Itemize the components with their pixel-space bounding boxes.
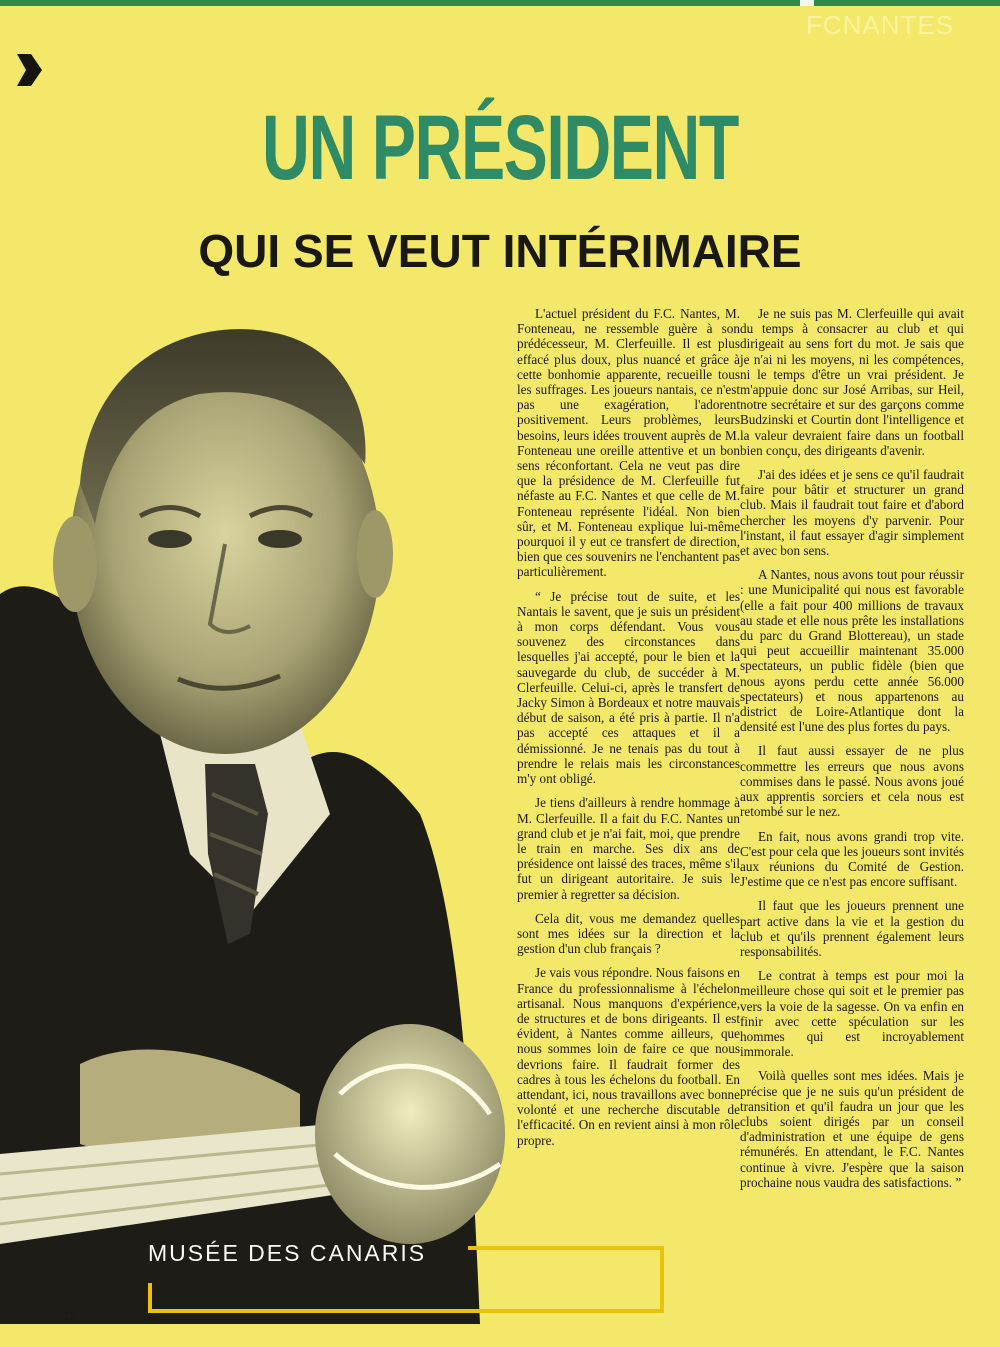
paragraph: L'actuel président du F.C. Nantes, M. Fonteneau, ne ressemble guère à son prédécesseur, M. Clerfeuille. Il est plus effacé plus doux, plus nuancé et grâce à cette bonhomie apparente, recueille tous les suffrages. Les joueurs nantais, ce n'est pas une exagération, l'adorent positivement. Leurs problèmes, leurs besoins, leurs idées trouvent auprès de M. Fonteneau une oreille attentive et un bon sens réconfortant. Cela ne veut pas dire que la présidence de M. Clerfeuille fut néfaste au F.C. Nantes et que celle de M. Fonteneau représente l'idéal. Non bien sûr, et M. Fonteneau explique lui-même pourquoi il y eut ce transfert de direction, bien que ces souvenirs ne l'enchantent pas particulièrement. [517, 306, 740, 580]
brand-stripe [800, 0, 1000, 6]
paragraph: Voilà quelles sont mes idées. Mais je précise que je ne suis qu'un président de transition et qu'il faudra un jour que les clubs soient dirigés par un conseil d'administration et une équipe de gens rémunérés. En attendant, le F.C. Nantes continue à vivre. J'espère que la saison prochaine nous vaudra des satisfactions. ” [740, 1068, 964, 1190]
headline: UN PRÉSIDENT [262, 97, 738, 199]
paragraph: Il faut aussi essayer de ne plus commettre les erreurs que nous avons commises dans le passé. Nous avons joué aux apprentis sorciers et cela nous est retombé sur le nez. [740, 743, 964, 820]
watermark-label: MUSÉE DES CANARIS [148, 1240, 427, 1266]
subheadline: QUI SE VEUT INTÉRIMAIRE [198, 225, 802, 277]
paragraph: Le contrat à temps est pour moi la meilleure chose qui soit et le premier pas vers la voie de la sagesse. On va enfin en finir avec cette spéculation sur les hommes qui est incroyablement immorale. [740, 968, 964, 1060]
president-portrait-photo [0, 294, 520, 1324]
paragraph: Il faut que les joueurs prennent une part active dans la vie et la gestion du club et qu'ils prennent également leurs responsabilités. [740, 898, 964, 959]
paragraph: A Nantes, nous avons tout pour réussir : une Municipalité qui nous est favorable (elle a fait pour 400 millions de travaux au stade et elle nous prête les installations du parc du Grand Blottereau), un stade qui peut accueillir maintenant 35.000 spectateurs, un public fidèle (bien que nous ayons perdu cette année 56.000 spectateurs) et nous appartenons au district de Loire-Atlantique dont la densité est l'une des plus fortes du pays. [740, 567, 964, 735]
paragraph: “ Je précise tout de suite, et les Nantais le savent, que je suis un président à mon corps défendant. Vous vous souvenez des circonstances dans lesquelles j'ai accepté, pour le bien et la sauvegarde du club, de succéder à M. Clerfeuille. Celui-ci, après le transfert de Jacky Simon à Bordeaux et notre mauvais début de saison, a été pris à partie. Il n'a pas accepté ces attaques et il a démissionné. Je ne tenais pas du tout à prendre le relais mais les circonstances m'y ont obligé. [517, 588, 740, 787]
paragraph: Cela dit, vous me demandez quelles sont mes idées sur la direction et la gestion d'un club français ? [517, 910, 740, 957]
fc-nantes-brand [800, 0, 1000, 44]
article-column-1 [517, 306, 740, 1157]
paragraph: Je vais vous répondre. Nous faisons en France du professionnalisme à l'échelon artisanal. Nous manquons d'expérience, de structures et de bons dirigeants. Il est évident, à Nantes comme ailleurs, que nous sommes loin de faire ce que nous devrions faire. Il faudrait former des cadres à tous les échelons du football. En attendant, ici, nous travaillons avec bonne volonté et une recherche discutable de l'efficacité. On en revient ainsi à mon rôle propre. [517, 965, 740, 1148]
paragraph: En fait, nous avons grandi trop vite. C'est pour cela que les joueurs sont invités aux réunions du Comité de Gestion. J'estime que ce n'est pas encore suffisant. [740, 828, 964, 890]
article-column-2 [740, 306, 964, 1199]
paragraph: Je tiens d'ailleurs à rendre hommage à M. Clerfeuille. Il a fait du F.C. Nantes un grand club et je n'ai fait, moi, que prendre le train en marche. Ses dix ans de présidence ont laissé des traces, même s'il fut un dirigeant autoritaire. Je suis le premier à regretter sa décision. [517, 795, 740, 902]
chevron-right-icon [14, 52, 44, 88]
page-number: 12 [62, 1308, 77, 1323]
paragraph: J'ai des idées et je sens ce qu'il faudrait faire pour bâtir et structurer un grand club. Mais il faudrait tout faire et d'abord chercher les moyens d'y parvenir. Pour l'instant, il faut essayer d'agir simplement et avec bon sens. [740, 467, 964, 559]
brand-label: FCNANTES [806, 10, 955, 40]
paragraph: Je ne suis pas M. Clerfeuille qui avait du temps à consacrer au club et qui dirigeait au sens fort du mot. Je sais que je n'ai ni les moyens, ni les compétences, ni le temps d'être un vrai président. Je m'appuie donc sur José Arribas, sur Heil, notre secrétaire et sur des garçons comme Budzinski et Courtin dont l'intelligence et la valeur devraient faire dans un football bien conçu, des dirigeants d'avenir. [740, 306, 964, 458]
